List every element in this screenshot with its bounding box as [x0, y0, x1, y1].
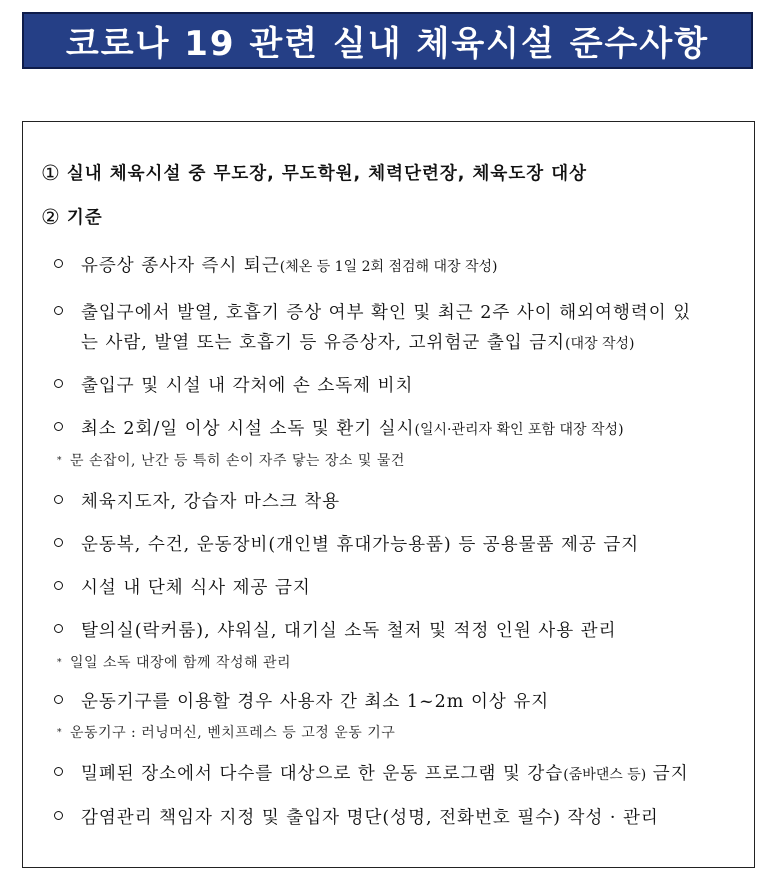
list-item-note-inline: (줌바댄스 등): [563, 767, 647, 783]
asterisk-icon: *: [57, 456, 62, 466]
list-item-text: 체육지도자, 강습자 마스크 착용: [81, 492, 341, 512]
asterisk-icon: *: [57, 728, 62, 738]
sub-note: [57, 722, 395, 742]
page-title: 코로나 19 관련 실내 체육시설 준수사항: [65, 24, 710, 64]
list-item-text: 출입구 및 시설 내 각처에 손 소독제 비치: [81, 376, 414, 396]
list-item: [81, 574, 311, 599]
list-item-text: 최소 2회/일 이상 시설 소독 및 환기 실시: [81, 419, 415, 439]
section-target: [41, 160, 587, 185]
section-marker-1: ①: [41, 161, 61, 185]
list-item-text: 는 사람, 발열 또는 호흡기 등 유증상자, 고위험군 출입 금지: [81, 333, 566, 353]
section-criteria: [41, 204, 103, 229]
list-item: [81, 531, 639, 556]
bullet-circle-icon: [54, 767, 63, 776]
content-box: [22, 121, 755, 868]
bullet-circle-icon: [54, 811, 63, 820]
list-item-text: 탈의실(락커룸), 샤워실, 대기실 소독 철저 및 적정 인원 사용 관리: [81, 621, 617, 641]
list-item: [81, 415, 624, 440]
sub-note-text: 문 손잡이, 난간 등 특히 손이 자주 닿는 장소 및 물건: [70, 453, 405, 469]
bullet-circle-icon: [54, 624, 63, 633]
list-item-text: 감염관리 책임자 지정 및 출입자 명단(성명, 전화번호 필수) 작성 · 관리: [81, 808, 659, 828]
list-item-text: 밀폐된 장소에서 다수를 대상으로 한 운동 프로그램 및 강습: [81, 764, 564, 784]
list-item-text: 운동기구를 이용할 경우 사용자 간 최소 1~2m 이상 유지: [81, 692, 550, 712]
list-item-text: 시설 내 단체 식사 제공 금지: [81, 578, 311, 598]
list-item: [81, 760, 689, 785]
asterisk-icon: *: [57, 658, 62, 668]
list-item-note-inline: (대장 작성): [565, 336, 635, 352]
list-item: [81, 372, 413, 397]
list-item-note-inline: (체온 등 1일 2회 점검해 대장 작성): [279, 259, 498, 275]
sub-note-text: 운동기구 : 러닝머신, 벤치프레스 등 고정 운동 기구: [70, 725, 396, 741]
list-item-text: 유증상 종사자 즉시 퇴근: [81, 256, 280, 276]
bullet-circle-icon: [54, 695, 63, 704]
section-criteria-text: 기준: [66, 208, 103, 228]
list-item-text: 운동복, 수건, 운동장비(개인별 휴대가능용품) 등 공용물품 제공 금지: [81, 535, 640, 555]
list-item-text-tail: 금지: [646, 764, 689, 784]
list-item-text: 출입구에서 발열, 호흡기 증상 여부 확인 및 최근 2주 사이 해외여행력이 있: [81, 303, 692, 323]
bullet-circle-icon: [54, 379, 63, 388]
bullet-circle-icon: [54, 306, 63, 315]
list-item-continuation: [81, 329, 635, 354]
list-item: [81, 688, 549, 713]
sub-note: [57, 652, 291, 672]
sub-note: [57, 450, 405, 470]
list-item-note-inline: (일시·관리자 확인 포함 대장 작성): [414, 422, 624, 438]
list-item: [81, 252, 497, 277]
list-item: [81, 488, 340, 513]
list-item: [81, 804, 659, 829]
bullet-circle-icon: [54, 581, 63, 590]
bullet-circle-icon: [54, 495, 63, 504]
title-banner: [22, 12, 753, 69]
bullet-circle-icon: [54, 422, 63, 431]
list-item: [81, 299, 691, 324]
sub-note-text: 일일 소독 대장에 함께 작성해 관리: [70, 655, 292, 671]
list-item: [81, 617, 616, 642]
section-marker-2: ②: [41, 205, 61, 229]
bullet-circle-icon: [54, 538, 63, 547]
bullet-circle-icon: [54, 259, 63, 268]
section-target-text: 실내 체육시설 중 무도장, 무도학원, 체력단련장, 체육도장 대상: [66, 164, 588, 184]
